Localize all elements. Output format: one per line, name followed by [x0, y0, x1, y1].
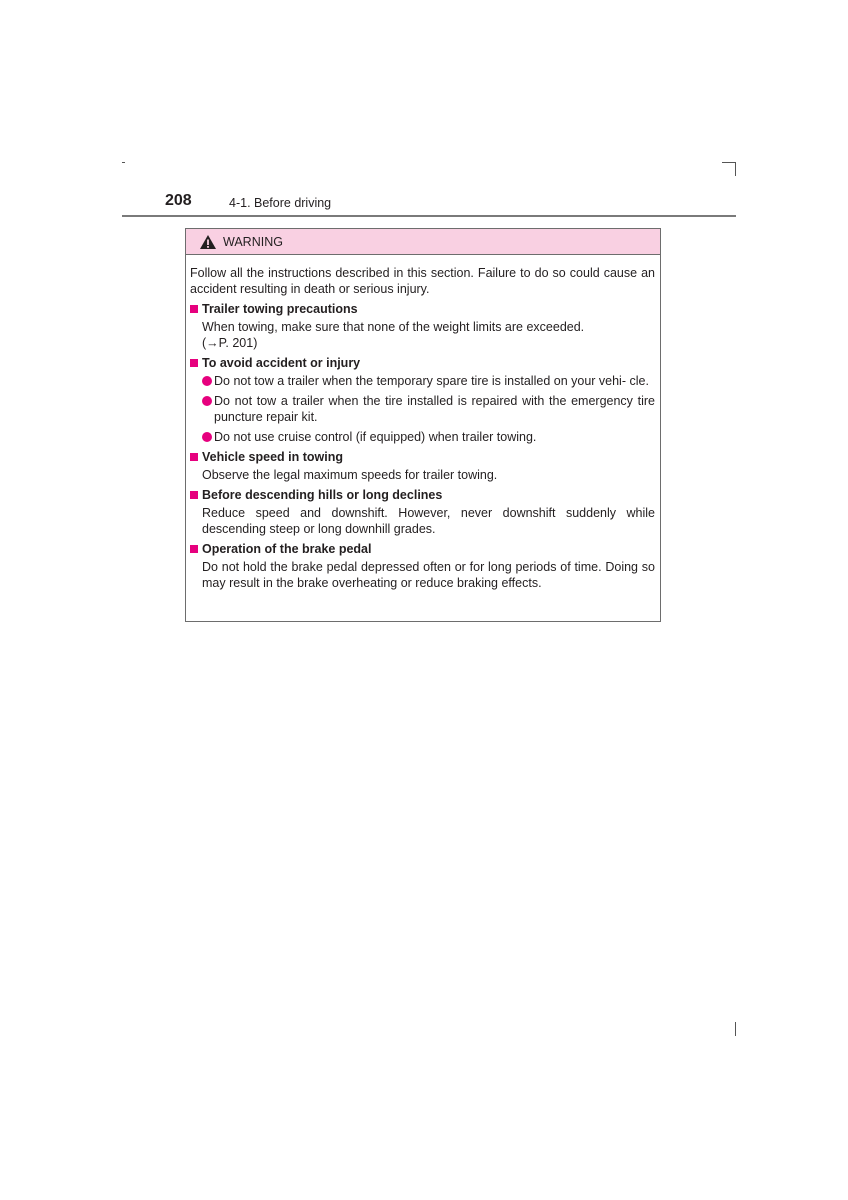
- section-heading-trailer-towing: Trailer towing precautions: [190, 301, 655, 317]
- crop-mark-top-left: [122, 162, 125, 163]
- section-text-trailer-towing: When towing, make sure that none of the weight limits are exceeded. (→P. 201): [202, 319, 655, 351]
- list-item: Do not tow a trailer when the tire installed is repaired with the emergency tire puncture repair kit.: [202, 393, 655, 425]
- crop-mark-top-right: [722, 162, 736, 163]
- warning-title: WARNING: [223, 234, 283, 249]
- section-text-brake-pedal: Do not hold the brake pedal depressed often or for long periods of time. Doing so may result in the brake overheating or reduce braking effects.: [202, 560, 655, 590]
- warning-intro: Follow all the instructions described in this section. Failure to do so could cause an accident resulting in death or serious injury.: [190, 266, 655, 296]
- section-heading-vehicle-speed: Vehicle speed in towing: [190, 449, 655, 465]
- section-text-descending-hills: Reduce speed and downshift. However, never downshift suddenly while descending steep or long downhill grades.: [202, 506, 655, 536]
- square-bullet-icon: [190, 359, 198, 367]
- crop-mark-bottom-right: [735, 1022, 736, 1036]
- circle-bullet-icon: [202, 432, 212, 442]
- list-item: Do not tow a trailer when the temporary spare tire is installed on your vehi- cle.: [202, 373, 655, 389]
- square-bullet-icon: [190, 305, 198, 313]
- header-rule: [122, 215, 736, 217]
- square-bullet-icon: [190, 545, 198, 553]
- warning-body: [186, 255, 660, 591]
- square-bullet-icon: [190, 491, 198, 499]
- crop-mark-top-right-vertical: [735, 162, 736, 176]
- list-item: Do not use cruise control (if equipped) when trailer towing.: [202, 429, 655, 445]
- section-heading-descending-hills: Before descending hills or long declines: [190, 487, 655, 503]
- warning-header: [186, 229, 660, 255]
- circle-bullet-icon: [202, 376, 212, 386]
- warning-triangle-icon: [199, 234, 217, 250]
- page-number: 208: [165, 192, 192, 209]
- section-heading-avoid-accident: To avoid accident or injury: [190, 355, 655, 371]
- section-text-vehicle-speed: Observe the legal maximum speeds for trailer towing.: [202, 468, 498, 482]
- circle-bullet-icon: [202, 396, 212, 406]
- section-title: 4-1. Before driving: [229, 196, 332, 210]
- square-bullet-icon: [190, 453, 198, 461]
- avoid-accident-list: [202, 373, 655, 445]
- warning-box: [185, 228, 661, 622]
- section-heading-brake-pedal: Operation of the brake pedal: [190, 541, 655, 557]
- page-reference: (→P. 201): [202, 336, 258, 350]
